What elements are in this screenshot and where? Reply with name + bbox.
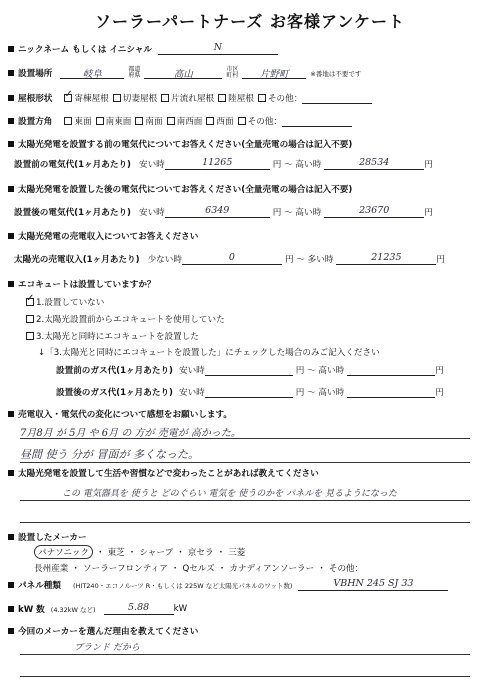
lifestyle-heading: 太陽光発電を設置して生活や習慣などで変わったことがあれば教えてください (18, 469, 319, 479)
roof-other-field[interactable] (302, 92, 372, 104)
before-low-value: 11265 (202, 157, 233, 168)
gas-after-low-field[interactable] (205, 386, 293, 398)
lifestyle-line-1: この 電気器具を 使うと どのぐらい 電気を 使うのかを パネルを 見るようになった (62, 489, 398, 499)
direction-label: 設置方角 (18, 117, 53, 127)
maker-option-9[interactable]: その他： (328, 564, 364, 574)
bullet-square-icon (8, 628, 14, 634)
maker-option-2[interactable]: シャープ (139, 548, 174, 558)
gas-after-yen: 円 (435, 388, 444, 398)
location-label: 設置場所 (18, 69, 53, 79)
direction-checkbox-5[interactable] (238, 117, 246, 125)
bullet-square-icon (8, 233, 14, 239)
bullet-square-icon (8, 470, 14, 476)
bullet-square-icon (8, 582, 14, 588)
sales-low-label: 少ない時 (147, 255, 182, 265)
roof-checkbox-3[interactable] (218, 94, 226, 102)
town-value: 片野町 (260, 69, 289, 80)
bullet-square-icon (8, 95, 14, 101)
direction-option-3: 南西面 (176, 117, 203, 127)
sales-heading-row (8, 229, 492, 243)
bullet-square-icon (8, 186, 14, 192)
nickname-field[interactable] (158, 43, 278, 55)
before-yen: 円 (424, 160, 433, 170)
roof-option-0: 寄棟屋根 (74, 94, 109, 104)
sales-high-field[interactable] (336, 253, 436, 265)
sales-high-value: 21235 (371, 252, 402, 263)
ecocute-checkbox-1[interactable] (26, 315, 34, 323)
before-heading: 太陽光発電を設置する前の電気代についてお答えください(全量売電の場合は記入不要) (18, 140, 353, 150)
direction-row (8, 114, 492, 128)
impression-line-2: 昼間 使う 分が 冒面が 多くなった。 (20, 448, 199, 461)
roof-option-4: その他： (267, 94, 303, 104)
gas-before-row (56, 363, 492, 377)
roof-option-1: 切妻屋根 (122, 94, 158, 104)
lifestyle-rule-2 (20, 522, 470, 523)
before-low-label: 安い時 (138, 160, 165, 170)
gas-after-label: 設置後のガス代(1ヶ月あたり) (56, 388, 173, 398)
kw-label: kW 数 (18, 605, 45, 615)
roof-checkbox-4[interactable] (258, 94, 266, 102)
after-low-label: 安い時 (138, 208, 165, 218)
prefecture-value: 岐阜 (82, 69, 102, 80)
before-bill-row (14, 157, 492, 171)
before-high-value: 28534 (359, 157, 390, 168)
after-low-value: 6349 (205, 205, 230, 216)
roof-checkbox-1[interactable] (113, 94, 121, 102)
city-suffix-top: 市区 (226, 65, 239, 73)
kw-value: 5.88 (128, 602, 150, 613)
after-bill-label: 設置後の電気代(1ヶ月あたり) (14, 208, 131, 218)
reason-rule-1 (20, 654, 470, 655)
town-field[interactable] (242, 67, 306, 79)
bullet-square-icon (8, 141, 14, 147)
pref-suffix-bottom: 府県 (128, 72, 141, 79)
before-high-field[interactable] (324, 158, 424, 170)
page-title: ソーラーパートナーズ お客様アンケート (94, 12, 405, 31)
ecocute-option-row-0 (26, 295, 492, 309)
roof-label: 屋根形状 (18, 94, 53, 104)
direction-checkbox-4[interactable] (206, 117, 214, 125)
panel-field[interactable] (298, 579, 448, 591)
prefecture-field[interactable] (60, 67, 124, 79)
impression-heading: 売電収入・電気代の変化について感想をお願いします。 (18, 410, 232, 420)
before-low-field[interactable] (165, 158, 270, 170)
maker-option-4[interactable]: 三菱 (228, 548, 246, 558)
roof-checkbox-0[interactable] (64, 94, 72, 102)
roof-option-3: 陸屋根 (228, 94, 254, 104)
reason-rule-2 (20, 676, 470, 677)
direction-option-2: 南面 (145, 117, 163, 127)
city-field[interactable] (144, 67, 222, 79)
impression-line-1: 7月8月 が 5月 や 6月 の 方が 売電が 高かった。 (20, 428, 241, 439)
direction-checkbox-0[interactable] (64, 117, 72, 125)
after-high-value: 23670 (359, 205, 390, 216)
gas-after-row (56, 385, 492, 399)
panel-value: VBHN 245 SJ 33 (333, 578, 414, 589)
maker-row-2: 長州産業 ・ ソーラーフロンティア ・ Qセルズ ・ カナディアンソーラー ・ その他： (34, 564, 364, 574)
ecocute-option-1: 2.太陽光設置前からエコキュートを使用していた (36, 315, 225, 325)
ecocute-checkbox-0[interactable] (26, 298, 34, 306)
gas-before-low-field[interactable] (205, 364, 293, 376)
nickname-label: ニックネーム もしくは イニシャル (18, 45, 152, 55)
sales-low-field[interactable] (182, 253, 282, 265)
ecocute-option-2: 3.太陽光と同時にエコキュートを設置した (36, 332, 199, 342)
ecocute-option-0: 1.設置していない (36, 298, 105, 308)
gas-after-high-label: 円 ～ 高い時 (295, 388, 345, 398)
prefecture-suffix (128, 67, 140, 80)
gas-before-yen: 円 (435, 366, 444, 376)
ecocute-subnote-row (38, 345, 492, 359)
nickname-value: N (213, 42, 223, 53)
roof-checkbox-2[interactable] (161, 94, 169, 102)
panel-hint: (HIT240・エコノルーツ R・もしくは 225W など太陽光パネルのワット数) (72, 581, 293, 590)
city-suffix (226, 67, 238, 80)
pref-suffix-top: 都道 (128, 65, 141, 73)
ecocute-option-row-1 (26, 312, 492, 326)
location-note: ※番地は不要です (310, 69, 362, 78)
sales-yen: 円 (436, 255, 445, 265)
maker-heading: 設置したメーカー (18, 533, 87, 543)
bullet-square-icon (8, 118, 14, 124)
before-high-label: 円 ～ 高い時 (272, 160, 322, 170)
maker-heading-row (8, 530, 492, 544)
nickname-row (8, 42, 492, 56)
sales-heading: 太陽光発電の売電収入についてお答えください (18, 232, 199, 242)
after-yen: 円 (424, 208, 433, 218)
lifestyle-rule-1 (20, 500, 470, 501)
location-row (8, 66, 492, 80)
direction-option-4: 西面 (216, 117, 234, 127)
sales-label: 太陽光の売電収入(1ヶ月あたり) (14, 255, 140, 265)
after-high-field[interactable] (324, 206, 424, 218)
before-heading-row (8, 137, 492, 151)
after-high-label: 円 ～ 高い時 (272, 208, 322, 218)
bullet-square-icon (8, 606, 14, 612)
maker-option-3[interactable]: 京セラ (187, 548, 214, 558)
panel-label: パネル種類 (18, 581, 61, 591)
direction-option-0: 東面 (74, 117, 92, 127)
sales-row (14, 252, 492, 266)
maker-option-8[interactable]: カナディアンソーラー (229, 564, 315, 574)
kw-hint: (4.32kW など) (50, 605, 96, 614)
reason-heading-row (8, 624, 492, 638)
ecocute-checkbox-2[interactable] (26, 332, 34, 340)
ecocute-heading: エコキュートは設置していますか？ (18, 280, 156, 290)
impression-rule-2 (20, 462, 470, 463)
maker-row-1: パナソニック ・ 東芝 ・ シャープ ・ 京セラ ・ 三菱 (34, 545, 492, 559)
direction-option-5: その他： (247, 117, 282, 127)
impression-heading-row (8, 407, 492, 421)
bullet-square-icon (8, 534, 14, 540)
city-value: 高山 (173, 69, 193, 80)
direction-checkbox-3[interactable] (167, 117, 175, 125)
kw-unit: kW (173, 604, 188, 614)
sales-low-value: 0 (228, 252, 235, 263)
gas-before-high-label: 円 ～ 高い時 (295, 366, 345, 376)
after-heading-row (8, 182, 492, 196)
before-bill-label: 設置前の電気代(1ヶ月あたり) (14, 160, 131, 170)
after-heading: 太陽光発電を設置した後の電気代についてお答えください(全量売電の場合は記入不要) (18, 185, 353, 195)
after-low-field[interactable] (165, 206, 270, 218)
ecocute-subnote: ↓「3.太陽光と同時にエコキュートを設置した」にチェックした場合のみご記入ください (38, 348, 380, 358)
ecocute-option-row-2 (26, 329, 492, 343)
kw-row (8, 602, 492, 616)
direction-checkbox-1[interactable] (96, 117, 104, 125)
after-bill-row (14, 205, 492, 219)
bullet-square-icon (8, 46, 14, 52)
maker-option-5[interactable]: 長州産業 (34, 564, 69, 574)
maker-option-7[interactable]: Qセルズ (182, 564, 215, 574)
impression-rule-1 (20, 438, 470, 439)
maker-option-6[interactable]: ソーラーフロンティア (83, 564, 168, 574)
maker-option-1[interactable]: 東芝 (107, 548, 125, 558)
gas-after-low-label: 安い時 (178, 388, 205, 398)
bullet-square-icon (8, 411, 14, 417)
roof-row (8, 91, 492, 105)
gas-before-label: 設置前のガス代(1ヶ月あたり) (56, 366, 173, 376)
bullet-square-icon (8, 281, 14, 287)
direction-checkbox-2[interactable] (135, 117, 143, 125)
roof-option-2: 片流れ屋根 (171, 94, 215, 104)
gas-before-low-label: 安い時 (178, 366, 205, 376)
direction-other-field[interactable] (282, 115, 352, 127)
gas-before-high-field[interactable] (347, 364, 435, 376)
reason-heading: 今回のメーカーを選んだ理由を教えてください (18, 627, 199, 637)
lifestyle-heading-row (8, 466, 492, 480)
reason-line-1: ブランド だから (74, 643, 140, 653)
gas-after-high-field[interactable] (347, 386, 435, 398)
city-suffix-bottom: 町村 (226, 72, 239, 79)
sales-high-label: 円 ～ 多い時 (284, 255, 334, 265)
ecocute-heading-row (8, 277, 492, 291)
panel-row (8, 578, 492, 592)
bullet-square-icon (8, 70, 14, 76)
kw-field[interactable] (104, 603, 174, 615)
maker-option-0[interactable]: パナソニック (34, 545, 93, 559)
direction-option-1: 南東面 (105, 117, 132, 127)
